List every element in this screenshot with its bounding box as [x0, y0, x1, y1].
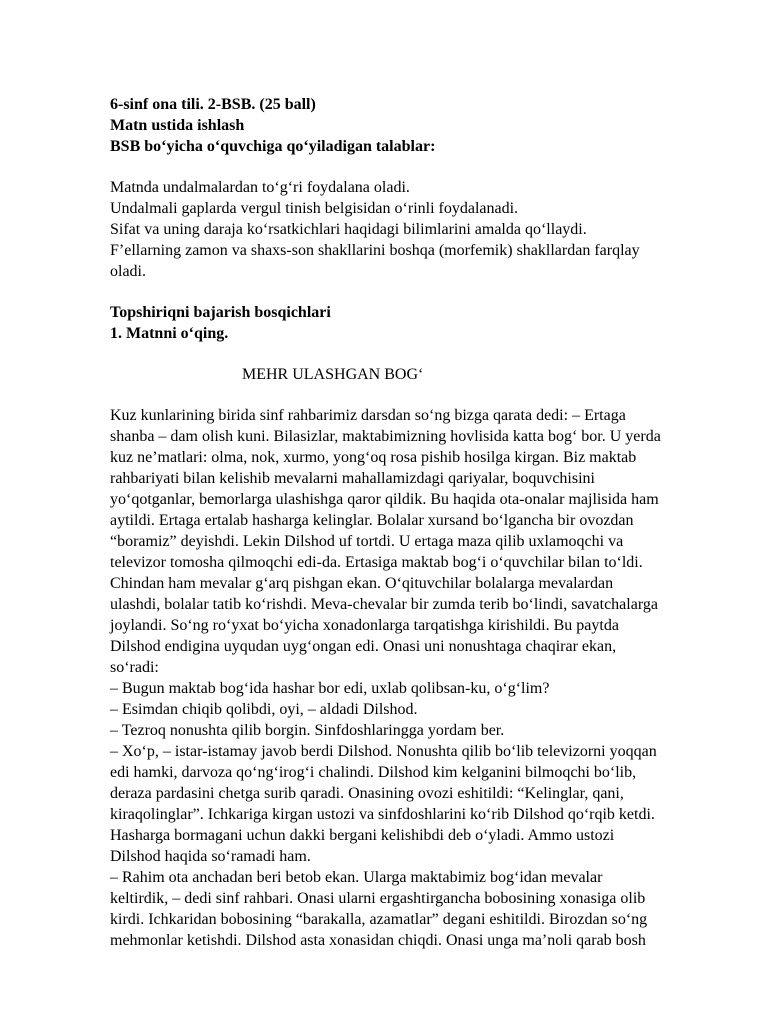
story-line: deraza pardasini chetga surib qaradi. Onasining ovozi eshitildi: “Kelinglar, qani,	[110, 785, 624, 802]
story-line: rahbariyati bilan kelishib mevalarni mahallamizdagi qariyalar, boquvchisini	[110, 470, 595, 487]
story-line: televizor tomosha qilmoqchi edi-da. Ertasiga maktab bog‘i o‘quvchilar bilan to‘ldi.	[110, 554, 643, 571]
step-1: 1. Matnni o‘qing.	[110, 325, 229, 342]
requirement-line: F’ellarning zamon va shaxs-son shakllarini boshqa (morfemik) shakllardan farqlay	[110, 242, 640, 259]
story-line: “boramiz” deyishdi. Lekin Dilshod uf tortdi. U ertaga maza qilib uxlamoqchi va	[110, 533, 624, 550]
story-line: Kuz kunlarining birida sinf rahbarimiz darsdan so‘ng bizga qarata dedi: – Ertaga	[110, 407, 626, 424]
story-line: – Esimdan chiqib qolibdi, oyi, – aldadi Dilshod.	[110, 701, 418, 718]
story-line: kirdi. Ichkaridan bobosining “barakalla, azamatlar” degani eshitildi. Birozdan so‘ng	[110, 911, 648, 928]
doc-header-line-1: 6-sinf ona tili. 2-BSB. (25 ball)	[110, 96, 316, 113]
story-line: edi hamki, darvoza qo‘ng‘irog‘i chalindi. Dilshod kim kelganini bilmoqchi bo‘lib,	[110, 764, 637, 781]
story-line: – Tezroq nonushta qilib borgin. Sinfdoshlaringga yordam ber.	[110, 722, 505, 739]
spacer	[110, 385, 728, 405]
spacer	[110, 344, 728, 364]
story-line: mehmonlar ketishdi. Dilshod asta xonasidan chiqdi. Onasi unga ma’noli qarab bosh	[110, 932, 646, 949]
story-line: shanba – dam olish kuni. Bilasizlar, maktabimizning hovlisida katta bog‘ bor. U yerda	[110, 428, 661, 445]
story-line: kiraqolinglar”. Ichkariga kirgan ustozi va sinfdoshlarini ko‘rib Dilshod qo‘rqib ketdi.	[110, 806, 655, 823]
story-line: ulashdi, bolalar tatib ko‘rishdi. Meva-chevalar bir zumda terib bo‘lindi, savatchalarga	[110, 596, 658, 613]
story-text	[110, 405, 728, 951]
story-line: so‘radi:	[110, 659, 159, 676]
story-line: kuz ne’matlari: olma, nok, xurmo, yong‘oq rosa pishib hosilga kirgan. Biz maktab	[110, 449, 637, 466]
story-line: keltirdik, – dedi sinf rahbari. Onasi ularni ergashtirgancha bobosining xonasiga olib	[110, 890, 646, 907]
story-line: – Xo‘p, – istar-istamay javob berdi Dilshod. Nonushta qilib bo‘lib televizorni yoqqan	[110, 743, 657, 760]
requirement-line: oladi.	[110, 263, 146, 280]
story-line: yo‘qotganlar, bemorlarga ulashishga qaror qildik. Bu haqida ota-onalar majlisida ham	[110, 491, 659, 508]
story-line: Chindan ham mevalar g‘arq pishgan ekan. O‘qituvchilar bolalarga mevalardan	[110, 575, 614, 592]
requirement-line: Matnda undalmalardan to‘g‘ri foydalana oladi.	[110, 179, 410, 196]
requirement-line: Sifat va uning daraja ko‘rsatkichlari haqidagi bilimlarini amalda qo‘llaydi.	[110, 221, 587, 238]
story-line: Dilshod endigina uyqudan uyg‘ongan edi. Onasi uni nonushtaga chaqirar ekan,	[110, 638, 617, 655]
spacer	[110, 282, 728, 302]
text-title: MEHR ULASHGAN BOG‘	[242, 366, 424, 383]
doc-header-line-3: BSB bo‘yicha o‘quvchiga qo‘yiladigan talablar:	[110, 138, 436, 155]
requirement-line: Undalmali gaplarda vergul tinish belgisidan o‘rinli foydalanadi.	[110, 200, 519, 217]
story-line: aytildi. Ertaga ertalab hasharga kelinglar. Bolalar xursand bo‘lgancha bir ovozdan	[110, 512, 634, 529]
story-line: – Rahim ota anchadan beri betob ekan. Ularga maktabimiz bog‘idan mevalar	[110, 869, 603, 886]
requirements-list	[110, 177, 728, 282]
story-line: – Bugun maktab bog‘ida hashar bor edi, uxlab qolibsan-ku, o‘g‘lim?	[110, 680, 550, 697]
spacer	[110, 157, 728, 177]
story-line: Hasharga bormagani uchun dakki bergani kelishibdi deb o‘yladi. Ammo ustozi	[110, 827, 615, 844]
story-line: joylandi. So‘ng ro‘yxat bo‘yicha xonadonlarga tarqatishga kirishildi. Bu paytda	[110, 617, 619, 634]
doc-header-line-2: Matn ustida ishlash	[110, 117, 245, 134]
steps-heading: Topshiriqni bajarish bosqichlari	[110, 304, 331, 321]
story-line: Dilshod haqida so‘ramadi ham.	[110, 848, 311, 865]
